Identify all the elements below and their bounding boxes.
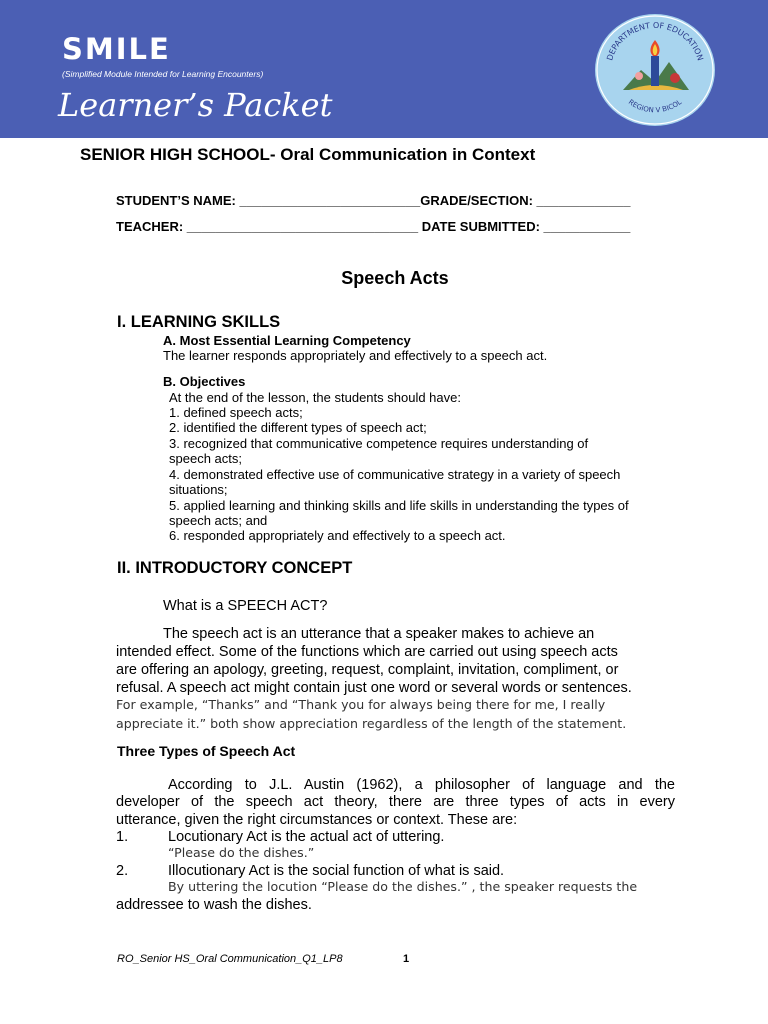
objective-line: 1. defined speech acts;: [169, 405, 303, 420]
brand-subtitle: (Simplified Module Intended for Learning Encounters): [62, 69, 264, 79]
objective-line: 5. applied learning and thinking skills and life skills in understanding the types of: [169, 498, 629, 513]
example-line: appreciate it.” both show appreciation regardless of the length of the statement.: [116, 716, 627, 731]
objective-line: 6. responded appropriately and effectively to a speech act.: [169, 528, 506, 543]
objective-line: 3. recognized that communicative competence requires understanding of: [169, 436, 589, 451]
austin-line: developer of the speech act theory, there are three types of acts in every: [116, 794, 675, 810]
list-item-number: 1.: [116, 829, 129, 845]
student-name-grade-line: STUDENT’S NAME: _________________________GRADE/SECTION: _____________: [116, 193, 631, 208]
illocutionary-act-text: Illocutionary Act is the social function of what is said.: [168, 863, 505, 879]
speech-act-question: What is a SPEECH ACT?: [163, 598, 328, 614]
brand-logo-text: SMILE: [62, 32, 171, 66]
objective-line: 2. identified the different types of speech act;: [169, 420, 427, 435]
objective-line: 4. demonstrated effective use of communicative strategy in a variety of speech: [169, 467, 621, 482]
illocutionary-example-cont: addressee to wash the dishes.: [116, 897, 312, 913]
austin-line: According to J.L. Austin (1962), a philosopher of language and the: [168, 777, 675, 793]
packet-title: Learner’s Packet: [58, 86, 333, 124]
section-introductory-concept-heading: II. INTRODUCTORY CONCEPT: [117, 559, 353, 577]
paragraph-line: The speech act is an utterance that a speaker makes to achieve an: [163, 626, 595, 642]
paragraph-line: are offering an apology, greeting, request, complaint, invitation, compliment, or: [116, 662, 619, 678]
objective-line: At the end of the lesson, the students should have:: [169, 390, 461, 405]
locutionary-example: “Please do the dishes.”: [168, 845, 315, 860]
example-line: For example, “Thanks” and “Thank you for always being there for me, I really: [116, 697, 606, 712]
section-learning-skills-heading: I. LEARNING SKILLS: [117, 313, 281, 331]
list-item-number: 2.: [116, 863, 129, 879]
objective-line: situations;: [169, 482, 228, 497]
footer-code: RO_Senior HS_Oral Communication_Q1_LP8: [117, 953, 343, 965]
illocutionary-example: By uttering the locution “Please do the dishes.” , the speaker requests the: [168, 879, 638, 894]
teacher-date-line: TEACHER: ________________________________ DATE SUBMITTED: ____________: [116, 219, 631, 234]
objective-line: speech acts;: [169, 451, 242, 466]
subject-heading: SENIOR HIGH SCHOOL- Oral Communication in Context: [80, 145, 536, 164]
austin-line: utterance, given the right circumstances or context. These are:: [116, 812, 518, 828]
page-number: 1: [403, 953, 410, 965]
paragraph-line: intended effect. Some of the functions which are carried out using speech acts: [116, 644, 618, 660]
locutionary-act-text: Locutionary Act is the actual act of uttering.: [168, 829, 445, 845]
seal-text-top: DEPARTMENT OF EDUCATION: [605, 20, 705, 62]
paragraph-line: refusal. A speech act might contain just one word or several words or sentences.: [116, 680, 632, 696]
competency-text: The learner responds appropriately and effectively to a speech act.: [163, 348, 548, 363]
objective-line: speech acts; and: [169, 513, 268, 528]
three-types-heading: Three Types of Speech Act: [117, 743, 296, 759]
seal-text-bottom: REGION V BICOL: [626, 98, 684, 115]
competency-heading: A. Most Essential Learning Competency: [163, 333, 411, 348]
page-title: Speech Acts: [341, 268, 449, 288]
objectives-heading: B. Objectives: [163, 374, 246, 389]
deped-seal-icon: [593, 12, 717, 128]
